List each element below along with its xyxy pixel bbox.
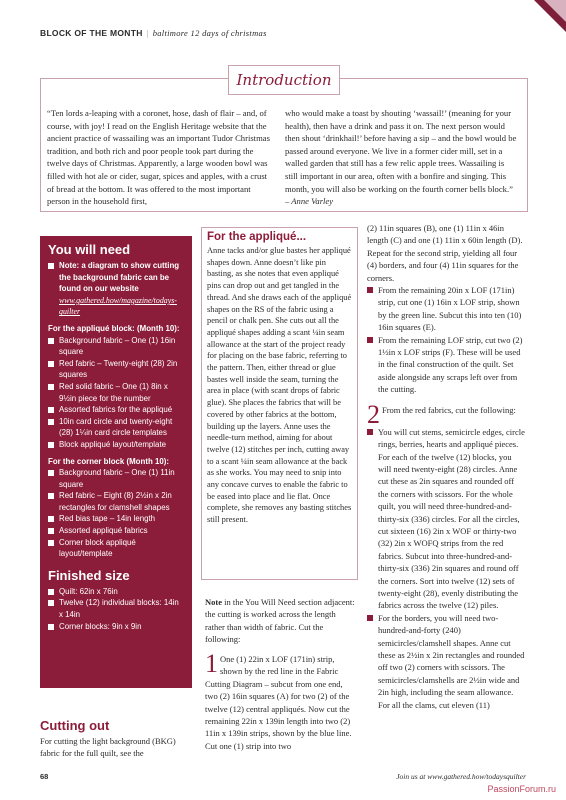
list-item: Background fabric – One (1) 16in square (48, 335, 184, 358)
list-item: Corner block appliqué layout/template (48, 537, 184, 560)
list-item: From the remaining LOF strip, cut two (2) 1½in x LOF strips (F). These will be used in the final construction of the quilt. Set aside alongside any scraps left over from the cutting. (367, 334, 525, 396)
list-item: Red fabric – Twenty-eight (28) 2in squares (48, 358, 184, 381)
cut-list-2 (367, 426, 525, 711)
corner-accent-light (544, 0, 566, 22)
cutting-text: For cutting the light background (BKG) fabric for the full quilt, see the (40, 736, 176, 759)
list-item: Twelve (12) individual blocks: 14in x 14in (48, 597, 184, 620)
intro-title: Introduction (228, 65, 340, 95)
applique-title: For the appliqué... (207, 231, 307, 243)
you-need-title: You will need (48, 242, 131, 257)
list-item: Block appliqué layout/template (48, 439, 184, 451)
section-label: BLOCK OF THE MONTH (40, 28, 143, 38)
list-item: 10in card circle and twenty-eight (28) 1¼in card circle templates (48, 416, 184, 439)
list-item: Red bias tape – 14in length (48, 513, 184, 525)
continued-text: (2) 11in squares (B), one (1) 11in x 46in length (C) and one (1) 11in x 60in length (D). Repeat for the second strip, yielding all four (4) borders, and four (4) 11in squares for the corners. (367, 223, 523, 283)
list-item: For the borders, you will need two-hundred-and-forty (240) semicircles/clamshell shapes. Anne cut these as 2½in x 2in rectangles and rounded off two (2) corners with scissors. The semicircles/clamshells are 2½in wide and 2in high, including the seam allowance. For all the clams, cut eleven (11) (367, 612, 525, 711)
list-item: Background fabric – One (1) 11in square (48, 467, 184, 490)
note-label: Note (205, 597, 222, 607)
finished-list (48, 586, 184, 632)
applique-list (48, 335, 184, 451)
list-item: Quilt: 62in x 76in (48, 586, 184, 598)
header-subtitle: baltimore 12 days of christmas (152, 28, 267, 38)
materials-panel (40, 236, 192, 688)
page-number: 68 (40, 772, 49, 781)
header-separator: | (146, 28, 149, 38)
step-number: 2 (367, 399, 380, 429)
footer-join[interactable]: Join us at www.gathered.how/todaysquilter (396, 772, 526, 781)
applique-heading: For the appliqué block: (Month 10): (48, 323, 180, 333)
page-header (40, 28, 267, 38)
step-text: From the red fabrics, cut the following: (382, 404, 516, 415)
step-2 (367, 399, 525, 429)
right-column (367, 222, 525, 711)
step-number: 1 (205, 649, 218, 678)
list-item: Red solid fabric – One (1) 8in x 9½in piece for the number (48, 381, 184, 404)
cutting-note (205, 596, 357, 646)
applique-text: Anne tacks and/or glue bastes her appliqué shapes down. Anne doesn’t like pin basting, as she notes that even appliqué pins can drop out and get tangled in the thread. And she draws each of the appliqué shapes on the RS of the fabric using a pencil or chalk pen. She cuts out all the appliqué shapes adding a scant ¼in seam allowance at the start of the project ready for placing on the base fabric, referring to the pattern. Then, either thread or glue bastes well inside the seam, turning the area in place (with scant drops of fabric glue). She places the fabrics that will be covered by other fabrics at the bottom, building up the layers. Anne uses the needle-turn method, aiming for about twelve (12) stitches per inch, cutting away to a scant ¼in seam allowance at the back as she works. You may need to snip into any concave curves to enable the fabric to be eased into place and lie flat. Once complete, she removes any basting stitches still present. (207, 246, 352, 525)
applique-sidebar (201, 227, 358, 580)
note-list (48, 260, 184, 318)
note-body: in the You Will Need section adjacent: the cutting is worked across the length rather than width of fabric. Cut the following: (205, 597, 355, 645)
cut-list-1 (367, 284, 525, 396)
website-link[interactable]: www.gathered.how/magazine/todays-quilter (59, 295, 177, 317)
note-text: Note: a diagram to show cutting the background fabric can be found on our website (59, 261, 180, 294)
list-item: You will cut stems, semicircle edges, circle rings, berries, hearts and appliqué pieces. For each of the twelve (12) blocks, you will need twenty-eight (28) circles. Anne cut these as 2in squares and rounded off the corners with scissors. For the whole quilt, you will need three-hundred-and-thirty-six (336) circles. For all the circles, cut sixteen (16) 2in x WOF or thirty-two (32) 2in x WOFQ strips from the red fabrics. Subcut into three-hundred-and-thirty-six (336) 2in squares and round off the corners. Sort into twelve (12) sets of twenty-eight (28), evenly distributing the fabrics across the twelve (12) piles. (367, 426, 525, 612)
list-item: Assorted fabrics for the appliqué (48, 404, 184, 416)
note-item (48, 260, 184, 318)
list-item: Assorted appliqué fabrics (48, 525, 184, 537)
cutting-title: Cutting out (40, 718, 110, 733)
step-text: One (1) 22in x LOF (171in) strip, shown by the red line in the Fabric Cutting Diagram – subcut from one end, two (2) 16in squares (A) for two (2) of the twelve (12) central appliqués. Now cut the remaining 22in x 139in length into two (2) 11in x 139in strips, shown by the blue line. Cut one (1) strip into two (205, 654, 352, 751)
watermark: PassionForum.ru (487, 784, 556, 794)
list-item: From the remaining 20in x LOF (171in) strip, cut one (1) 16in x LOF strip, shown by the green line. Subcut this into ten (10) 16in squares (E). (367, 284, 525, 334)
intro-right-text: who would make a toast by shouting ‘wassail!’ (meaning for your health), then have a drink and pass it on. The next person would then shout ‘drinkhail!’ before having a sip – and the bowl would be passed around everyone. We live in a former cider mill, set in a walled garden that still has a few relic apple trees. Wassailing is still important in our area, often with a bonfire and singing. This month, you will also be working on the fourth corner bells block.” (285, 108, 517, 194)
list-item: Corner blocks: 9in x 9in (48, 621, 184, 633)
intro-text-right (285, 107, 517, 208)
step-1 (205, 649, 357, 752)
corner-list (48, 467, 184, 560)
intro-author: – Anne Varley (285, 196, 334, 207)
intro-text-left: “Ten lords a-leaping with a coronet, hose, dash of flair – and, of course, with joy! I read on the English Heritage website that the ancient practice of wassailing was an important Tudor Christmas tradition, and both rich and poor people took part during the twelve days of Christmas. Apparently, a large wooden bowl was filled with hot ale or cider, sugar, spices and apples, with a crust of bread at the bottom. It was offered to the most important person in the household first, (47, 108, 270, 207)
finished-size-title: Finished size (48, 567, 130, 583)
list-item: Red fabric – Eight (8) 2½in x 2in rectangles for clamshell shapes (48, 490, 184, 513)
corner-heading: For the corner block (Month 10): (48, 456, 169, 466)
